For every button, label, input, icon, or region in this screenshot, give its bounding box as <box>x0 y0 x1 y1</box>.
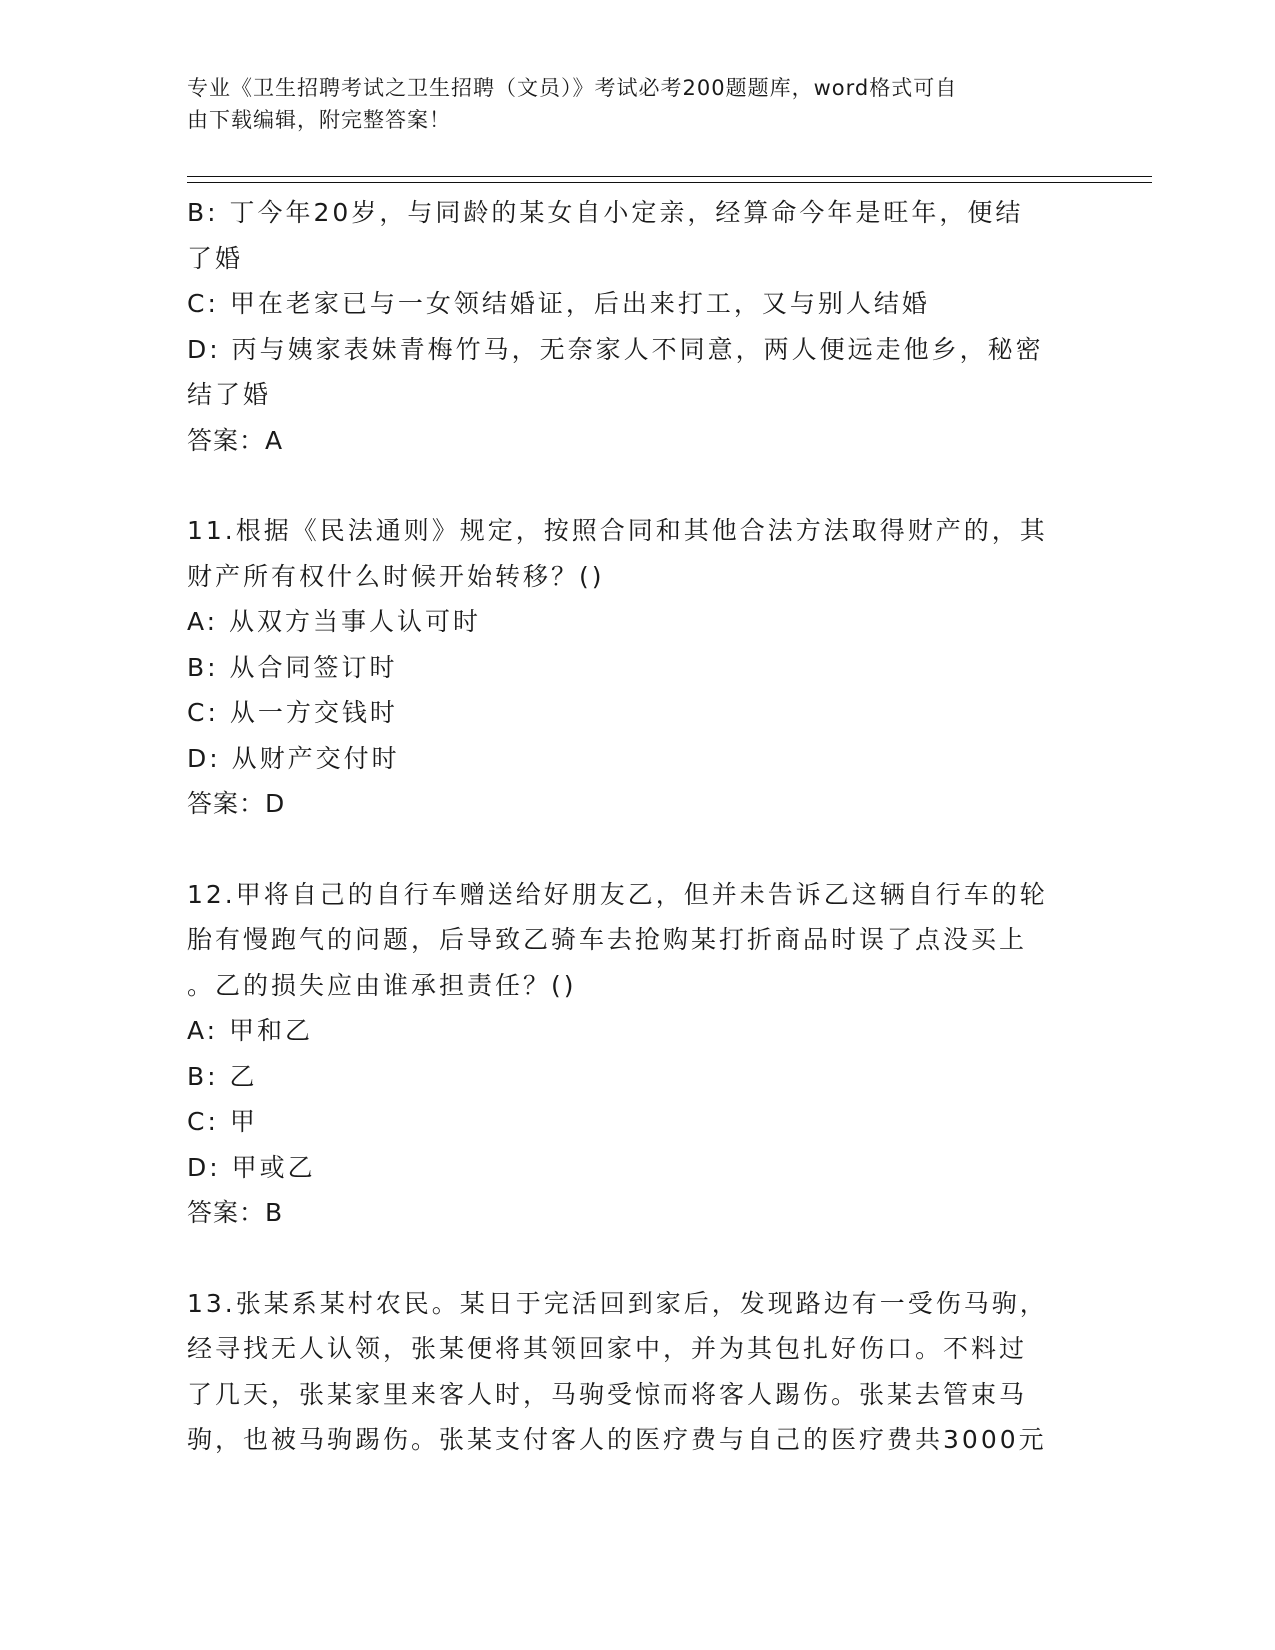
option-b: B: 乙 <box>187 1061 258 1091</box>
option-d-line-1: D: 丙与姨家表妹青梅竹马，无奈家人不同意，两人便远走他乡，秘密 <box>187 334 1044 364</box>
option-a: A: 甲和乙 <box>187 1016 314 1045</box>
option-b-line-2: 了婚 <box>187 243 244 273</box>
header-line-1: 专业《卫生招聘考试之卫生招聘（文员）》考试必考200题题库，word格式可自 <box>187 76 958 100</box>
header-line-2: 由下载编辑，附完整答案！ <box>187 108 451 132</box>
question-13 <box>187 1281 1087 1463</box>
answer: 答案：B <box>187 1198 284 1227</box>
spacer <box>187 827 1087 872</box>
spacer <box>187 1236 1087 1281</box>
document-body <box>187 190 1087 1463</box>
header-divider-top <box>187 176 1152 177</box>
spacer <box>187 463 1087 508</box>
answer: 答案：D <box>187 789 286 818</box>
option-c: C: 甲在老家已与一女领结婚证，后出来打工，又与别人结婚 <box>187 289 930 318</box>
option-b: B: 从合同签订时 <box>187 652 398 682</box>
question-stem-line-1: 13.张某系某村农民。某日于完活回到家后，发现路边有一受伤马驹， <box>187 1288 1048 1318</box>
option-d: D: 甲或乙 <box>187 1152 316 1182</box>
question-stem-line-2: 财产所有权什么时候开始转移？() <box>187 561 605 591</box>
question-stem-line-1: 11.根据《民法通则》规定，按照合同和其他合法方法取得财产的，其 <box>187 516 1048 545</box>
option-c: C: 从一方交钱时 <box>187 698 398 727</box>
option-a: A: 从双方当事人认可时 <box>187 607 482 636</box>
header-divider-bottom <box>187 182 1152 183</box>
question-stem-line-1: 12.甲将自己的自行车赠送给好朋友乙，但并未告诉乙这辆自行车的轮 <box>187 879 1048 909</box>
question-11 <box>187 508 1087 827</box>
question-12 <box>187 872 1087 1236</box>
question-stem-line-2: 经寻找无人认领，张某便将其领回家中，并为其包扎好伤口。不料过 <box>187 1334 1028 1363</box>
question-stem-line-3: 了几天，张某家里来客人时，马驹受惊而将客人踢伤。张某去管束马 <box>187 1379 1028 1409</box>
question-10-tail <box>187 190 1087 463</box>
question-stem-line-3: 。乙的损失应由谁承担责任？() <box>187 970 577 1000</box>
question-stem-line-4: 驹，也被马驹踢伤。张某支付客人的医疗费与自己的医疗费共3000元 <box>187 1425 1047 1454</box>
option-d-line-2: 结了婚 <box>187 380 272 409</box>
document-header <box>187 72 1067 136</box>
answer: 答案：A <box>187 425 284 455</box>
option-d: D: 从财产交付时 <box>187 743 400 773</box>
option-b-line-1: B: 丁今年20岁，与同龄的某女自小定亲，经算命今年是旺年，便结 <box>187 198 1024 227</box>
option-c: C: 甲 <box>187 1107 258 1136</box>
question-stem-line-2: 胎有慢跑气的问题，后导致乙骑车去抢购某打折商品时误了点没买上 <box>187 925 1028 954</box>
